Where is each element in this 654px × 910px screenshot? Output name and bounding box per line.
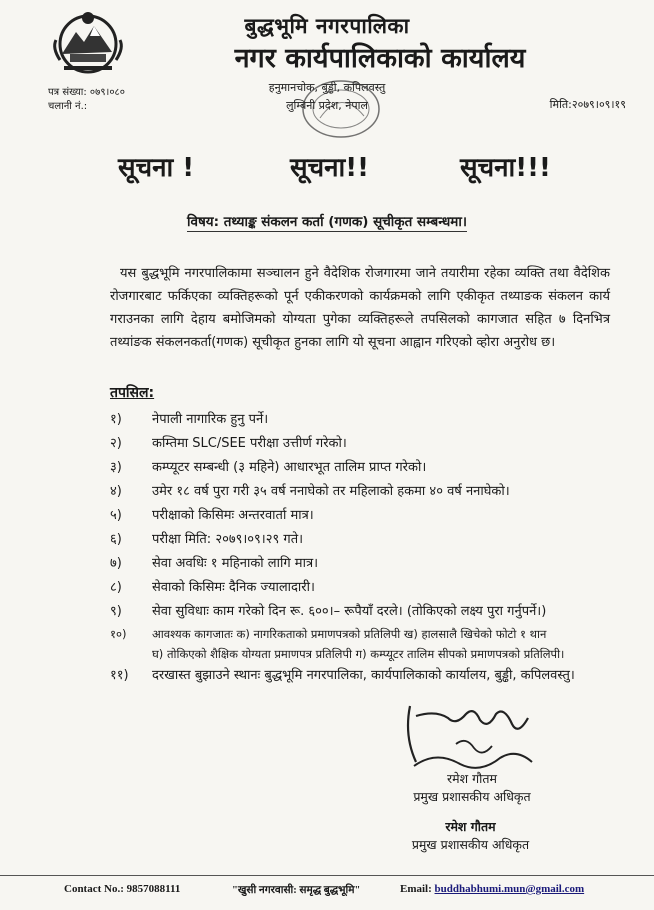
- list-item: [110, 624, 630, 644]
- list-item-continuation: [110, 644, 630, 664]
- subject-text: विषय: तथ्याङ्क संकलन कर्ता (गणक) सूचीकृत सम्बन्धमा।: [187, 214, 467, 230]
- item-text: दरखास्त बुझाउने स्थानः बुद्धभूमि नगरपालिका, कार्यपालिकाको कार्यालय, बुड्ढी, कपिलवस्तु।: [152, 668, 575, 683]
- item-number: ५): [110, 508, 122, 523]
- address-line-1: हनुमानचोक, बुड्ढी, कपिलवस्तु: [268, 81, 386, 94]
- item-text: कम्प्यूटर सम्बन्धी (३ महिने) आधारभूत तालिम प्राप्त गरेको।: [152, 460, 427, 475]
- signatory-title: प्रमुख प्रशासकीय अधिकृत: [413, 789, 531, 804]
- office-title: नगर कार्यपालिकाको कार्यालय: [234, 43, 526, 74]
- item-number: ८): [110, 580, 122, 595]
- signatory-block: [392, 770, 552, 806]
- list-item: [110, 480, 630, 504]
- office-seal-icon: [300, 78, 382, 140]
- list-item: [110, 456, 630, 480]
- item-number: ४): [110, 484, 122, 499]
- item-text: सेवाको किसिमः दैनिक ज्यालादारी।: [152, 580, 315, 595]
- address-line-2: लुम्बिनी प्रदेश, नेपाल: [286, 99, 368, 112]
- email-block: [400, 883, 584, 895]
- item-number: ११): [110, 668, 129, 683]
- list-item: [110, 408, 630, 432]
- notice-heading-3: सूचना!!!: [460, 153, 551, 183]
- item-number: ३): [110, 460, 122, 475]
- footer-divider: [0, 875, 654, 876]
- stamp-title: प्रमुख प्रशासकीय अधिकृत: [411, 837, 530, 852]
- list-item: [110, 576, 630, 600]
- list-item: [110, 528, 630, 552]
- item-number: ९): [110, 604, 122, 619]
- item-text: नेपाली नागारिक हुनु पर्ने।: [152, 412, 269, 427]
- notice-body: [110, 262, 610, 354]
- notice-heading-2: सूचना!!: [290, 153, 369, 183]
- list-item: [110, 432, 630, 456]
- notice-body-text: यस बुद्धभूमि नगरपालिकामा सञ्चालन हुने वैदेशिक रोजगारमा जाने तयारीमा रहेका व्यक्ति तथा वैदेशिक रोजगारबाट फर्किएका व्यक्तिहरूको पूर्न एकीकरणको कार्यक्रमको लागि एकीकृत तथ्याङक संकलन कार्य गराउनका लागि देहाय बमोजिमको योग्यता पुगेका व्यक्तिहरूले तपसिलको कागजात सहित ७ दिनभित्र तथ्यांङक संकलनकर्ता(गणक) सूचीकृत हुनका लागि यो सूचना आह्वान गरिएको व्होरा अनुरोध छ।: [110, 266, 610, 350]
- item-text: परीक्षा मिति: २०७९।०९।२९ गते।: [152, 532, 304, 547]
- item-number: ७): [110, 556, 122, 571]
- item-text: सेवा सुविधाः काम गरेको दिन रू. ६००।– रूपैयाँ दरले। (तोकिएको लक्ष्य पुरा गर्नुपर्ने।): [152, 604, 547, 619]
- email-link[interactable]: buddhabhumi.mun@gmail.com: [434, 883, 585, 895]
- item-text: कम्तिमा SLC/SEE परीक्षा उत्तीर्ण गरेको।: [152, 436, 347, 451]
- stamp-name: रमेश गौतम: [445, 819, 496, 834]
- notice-heading-1: सूचना !: [118, 153, 195, 183]
- signatory-name: रमेश गौतम: [447, 771, 497, 786]
- item-number: १०): [110, 627, 127, 641]
- email-label: Email:: [400, 883, 432, 895]
- dispatch-number: चलानी नं.:: [48, 101, 88, 112]
- item-text: उमेर १८ वर्ष पुरा गरी ३५ वर्ष ननाघेको तर महिलाको हकमा ४० वर्ष ननाघेको।: [152, 484, 510, 499]
- requirements-list: [110, 408, 630, 688]
- subject-line: [0, 212, 654, 230]
- item-number: १): [110, 412, 122, 427]
- item-number: २): [110, 436, 122, 451]
- issue-date: मिति:२०७९।०९।१९: [549, 98, 626, 111]
- item-text: परीक्षाको किसिमः अन्तरवार्ता मात्र।: [152, 508, 314, 523]
- details-heading: तपसिल:: [110, 385, 155, 401]
- contact-number: Contact No.: 9857088111: [64, 883, 181, 895]
- item-number: ६): [110, 532, 122, 547]
- item-text: सेवा अवधिः १ महिनाको लागि मात्र।: [152, 556, 319, 571]
- municipality-name: बुद्धभूमि नगरपालिका: [244, 14, 410, 38]
- item-text: आवश्यक कागजातः क) नागरिकताको प्रमाणपत्रको प्रतिलिपी ख) हालसालै खिचेको फोटो १ थान: [152, 627, 547, 641]
- reference-number: पत्र संख्या: ०७९।०८०: [48, 87, 125, 98]
- municipality-slogan: "खुसी नगरवासी: समृद्ध बुद्धभूमि": [232, 885, 361, 896]
- list-item: [110, 552, 630, 576]
- signatory-stamp: [388, 818, 553, 854]
- item-text: घ) तोकिएको शैक्षिक योग्यता प्रमाणपत्र प्रतिलिपी ग) कम्प्यूटर तालिम सीपको प्रमाणपत्रको प्रतिलिपी।: [152, 647, 565, 661]
- list-item: [110, 664, 630, 688]
- list-item: [110, 504, 630, 528]
- list-item: [110, 600, 630, 624]
